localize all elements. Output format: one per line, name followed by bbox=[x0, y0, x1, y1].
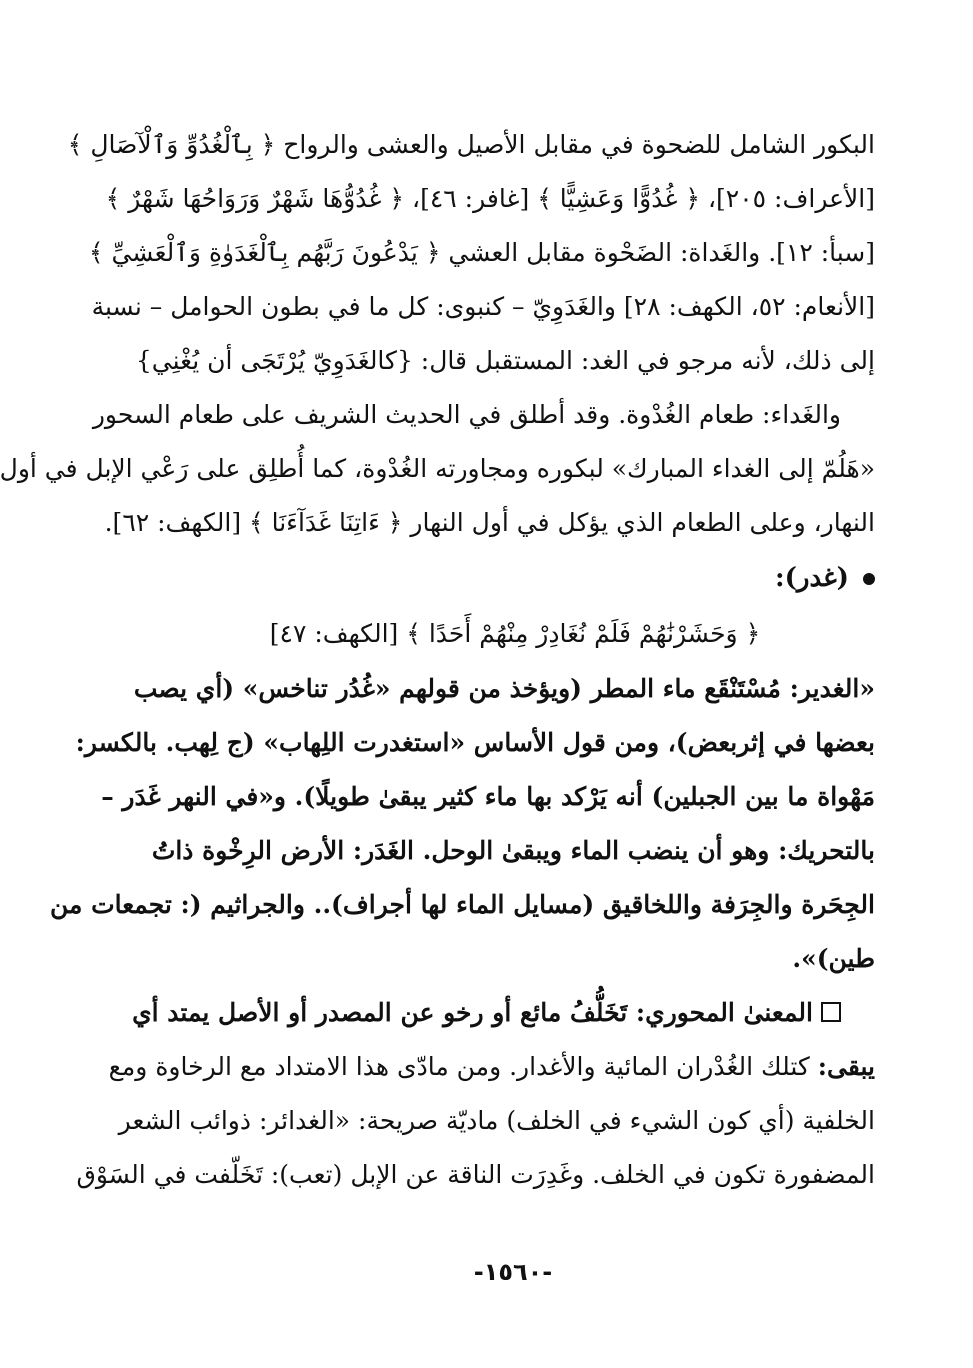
text-line: مَهْواة ما بين الجبلين) أنه يَرْكد بها ماء كثير يبقىٰ طويلًا). و«في النهر غَدَر – bbox=[101, 782, 875, 811]
text-line: المضفورة تكون في الخلف. وغَدِرَت الناقة عن الإبل (تعب): تَخَلّفت في السَوْق bbox=[76, 1160, 875, 1189]
core-meaning-line bbox=[132, 986, 875, 1040]
text-span: كتلك الغُدْران المائية والأغدار. ومن مادّى هذا الامتداد مع الرخاوة ومع bbox=[108, 1052, 818, 1081]
text-line: البكور الشامل للضحوة في مقابل الأصيل والعشى والرواح ﴿ بِٱلْغُدُوِّ وَٱلْآصَالِ ﴾ bbox=[67, 130, 875, 159]
text-line bbox=[108, 1040, 875, 1094]
text-line: طين)». bbox=[792, 944, 875, 973]
section-heading bbox=[155, 550, 875, 606]
bullet-icon bbox=[863, 573, 875, 585]
quran-verse: ﴿ وَحَشَرْنَٰهُمْ فَلَمْ نُغَادِرْ مِنْهُمْ أَحَدًا ﴾ [الكهف: ٤٧] bbox=[269, 619, 761, 648]
square-box-icon bbox=[821, 1002, 841, 1022]
text-line: [الأعراف: ٢٠٥]، ﴿ غُدُوًّا وَعَشِيًّا ﴾ [غافر: ٤٦]، ﴿ غُدُوُّهَا شَهْرٌ وَرَوَاحُهَا شَهْرٌ ﴾ bbox=[105, 184, 875, 213]
text-line: النهار، وعلى الطعام الذي يؤكل في أول النهار ﴿ ءَاتِنَا غَدَآءَنَا ﴾ [الكهف: ٦٢]. bbox=[104, 508, 875, 537]
text-line: «هَلُمّ إلى الغداء المبارك» لبكوره ومجاورته الغُدْوة، كما أُطلِق على رَعْي الإبل في أول bbox=[0, 454, 875, 483]
page-number: -١٥٦٠- bbox=[473, 1258, 553, 1286]
text-line: الخلفية (أي كون الشيء في الخلف) ماديّة صريحة: «الغدائر: ذوائب الشعر bbox=[118, 1106, 875, 1135]
paragraph-4 bbox=[76, 986, 875, 1202]
text-line: والغَداء: طعام الغُدْوة. وقد أطلق في الحديث الشريف على طعام السحور bbox=[92, 400, 841, 429]
text-line: «الغدير: مُسْتَنْقَع ماء المطر (ويؤخذ من قولهم «غُدُر تناخس» (أي يصب bbox=[133, 674, 875, 703]
page-body bbox=[0, 118, 875, 1202]
paragraph-3 bbox=[49, 662, 875, 986]
paragraph-1 bbox=[67, 118, 875, 388]
text-line: [سبأ: ١٢]. والغَداة: الضَحْوة مقابل العشي ﴿ يَدْعُونَ رَبَّهُم بِٱلْغَدَوٰةِ وَٱلْعَشِيِّ ﴾ bbox=[88, 238, 875, 267]
text-line: بالتحريك: وهو أن ينضب الماء ويبقىٰ الوحل. الغَدَر: الأرض الرِخْوة ذاتُ bbox=[151, 836, 875, 865]
text-line: [الأنعام: ٥٢، الكهف: ٢٨] والغَدَوِيّ – كنبوى: كل ما في بطون الحوامل – نسبة bbox=[91, 292, 875, 321]
paragraph-2 bbox=[0, 388, 875, 550]
text-line: الجِحَرة والجِرَفة واللخاقيق (مسايل الماء لها أجراف).. والجراثيم (: تجمعات من bbox=[49, 890, 875, 919]
core-meaning-continuation: يبقى: bbox=[817, 1052, 875, 1081]
text-line: بعضها في إثربعض)، ومن قول الأساس «استغدرت اللِهاب» (ج لِهب. بالكسر: bbox=[75, 728, 875, 757]
text-line: إلى ذلك، لأنه مرجو في الغد: المستقبل قال: {كالغَدَوِيّ يُرْتَجَى أن يُغْنِي} bbox=[135, 346, 875, 375]
section-heading-text: (غدر): bbox=[774, 563, 849, 593]
core-meaning-text: المعنىٰ المحوري: تَخَلُّفُ مائع أو رخو عن المصدر أو الأصل يمتد أي bbox=[132, 998, 813, 1027]
